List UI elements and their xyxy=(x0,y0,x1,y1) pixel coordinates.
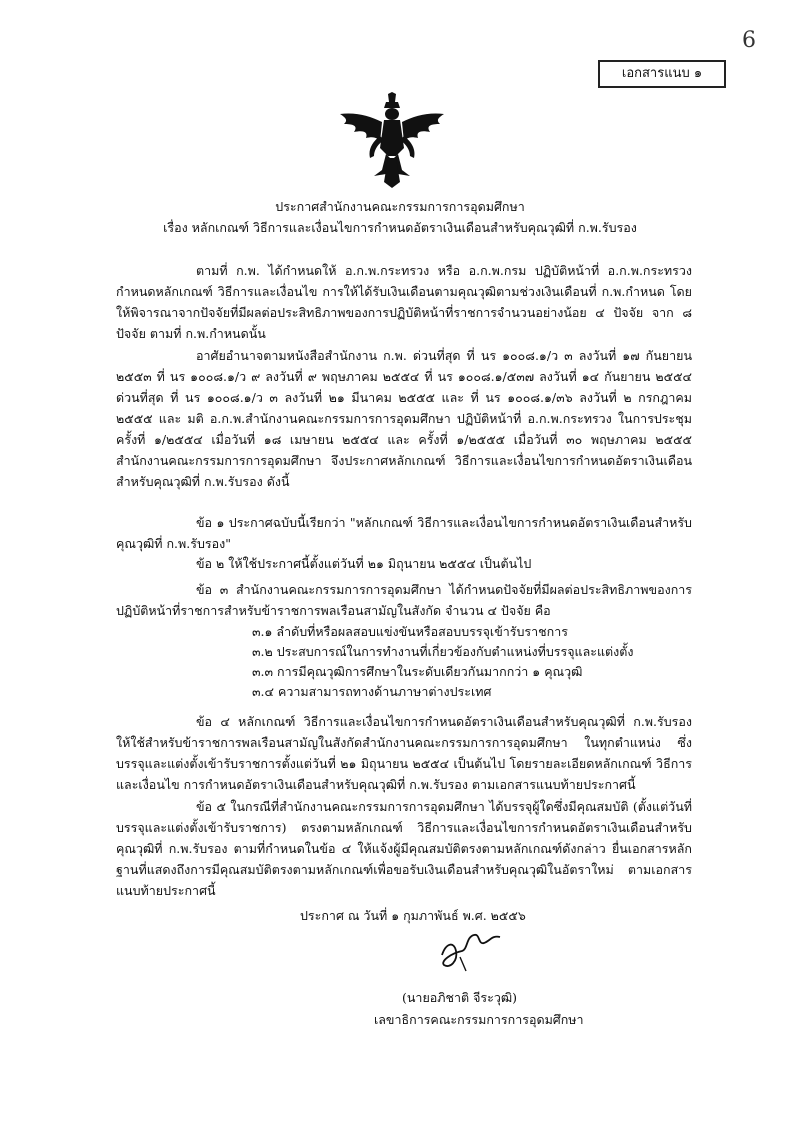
clause-1: ข้อ ๑ ประกาศฉบับนี้เรียกว่า "หลักเกณฑ์ วิธีการและเงื่อนไขการกำหนดอัตราเงินเดือนสำหรับคุณวุฒิที่ ก.พ.รับรอง" xyxy=(116,515,692,551)
handwritten-signature xyxy=(432,925,512,975)
signer-position: เลขาธิการคณะกรรมการการอุดมศึกษา xyxy=(374,1012,584,1027)
factor-item: ๓.๑ ลำดับที่หรือผลสอบแข่งขันหรือสอบบรรจุเข้ารับราชการ xyxy=(252,624,568,639)
factor-item: ๓.๓ การมีคุณวุฒิการศึกษาในระดับเดียวกันมากกว่า ๑ คุณวุฒิ xyxy=(252,664,583,679)
clause-5: ข้อ ๕ ในกรณีที่สำนักงานคณะกรรมการการอุดมศึกษา ได้บรรจุผู้ใดซึ่งมีคุณสมบัติ (ตั้งแต่วันที่บรรจุและแต่งตั้งเข้ารับราชการ) ตรงตามหลักเกณฑ์ วิธีการและเงื่อนไขการกำหนดอัตราเงินเดือนสำหรับคุณวุฒิที่ ก.พ.รับรอง ตามที่กำหนดในข้อ ๔ ให้แจ้งผู้มีคุณสมบัติตรงตามหลักเกณฑ์ดังกล่าว ยื่นเอกสารหลักฐานที่แสดงถึงการมีคุณสมบัติตรงตามหลักเกณฑ์เพื่อขอรับเงินเดือนสำหรับคุณวุฒิในอัตราใหม่ ตามเอกสารแนบท้ายประกาศนี้ xyxy=(116,799,692,898)
document-issuer: ประกาศสำนักงานคณะกรรมการการอุดมศึกษา xyxy=(275,199,525,214)
clause-2: ข้อ ๒ ให้ใช้ประกาศนี้ตั้งแต่วันที่ ๒๑ มิถุนายน ๒๕๕๔ เป็นต้นไป xyxy=(196,556,532,571)
paragraph-intro: ตามที่ ก.พ. ได้กำหนดให้ อ.ก.พ.กระทรวง หรือ อ.ก.พ.กรม ปฏิบัติหน้าที่ อ.ก.พ.กระทรวง กำหนดหลักเกณฑ์ วิธีการและเงื่อนไข การให้ได้รับเงินเดือนตามคุณวุฒิตามช่วงเงินเดือนที่ ก.พ.กำหนด โดยให้พิจารณาจากปัจจัยที่มีผลต่อประสิทธิภาพของการปฏิบัติหน้าที่ราชการจำนวนอย่างน้อย ๔ ปัจจัย จาก ๘ ปัจจัย ตามที่ ก.พ.กำหนดนั้น xyxy=(116,263,692,341)
announcement-date: ประกาศ ณ วันที่ ๑ กุมภาพันธ์ พ.ศ. ๒๕๕๖ xyxy=(300,908,526,923)
attachment-label: เอกสารแนบ ๑ xyxy=(598,60,726,88)
page-number: 6 xyxy=(742,28,756,53)
factor-item: ๓.๔ ความสามารถทางด้านภาษาต่างประเทศ xyxy=(252,684,492,699)
clause-4: ข้อ ๔ หลักเกณฑ์ วิธีการและเงื่อนไขการกำหนดอัตราเงินเดือนสำหรับคุณวุฒิที่ ก.พ.รับรอง ให้ใช้สำหรับข้าราชการพลเรือนสามัญในสังกัดสำนักงานคณะกรรมการการอุดมศึกษา ในทุกตำแหน่ง ซึ่งบรรจุและแต่งตั้งเข้ารับราชการตั้งแต่วันที่ ๒๑ มิถุนายน ๒๕๕๔ เป็นต้นไป โดยรายละเอียดหลักเกณฑ์ วิธีการและเงื่อนไข การกำหนดอัตราเงินเดือนสำหรับคุณวุฒิที่ ก.พ.รับรอง ตามเอกสารแนบท้ายประกาศนี้ xyxy=(116,714,692,792)
signer-name: (นายอภิชาติ จีระวุฒิ) xyxy=(402,990,518,1005)
garuda-emblem-icon xyxy=(334,92,450,188)
paragraph-authority: อาศัยอำนาจตามหนังสือสำนักงาน ก.พ. ด่วนที่สุด ที่ นร ๑๐๐๘.๑/ว ๓ ลงวันที่ ๑๗ กันยายน ๒๕๕๓ ที่ นร ๑๐๐๘.๑/ว ๙ ลงวันที่ ๙ พฤษภาคม ๒๕๕๔ ที่ นร ๑๐๐๘.๑/๕๓๗ ลงวันที่ ๑๔ กันยายน ๒๕๕๔ ด่วนที่สุด ที่ นร ๑๐๐๘.๑/ว ๓ ลงวันที่ ๒๑ มีนาคม ๒๕๕๕ และ ที่ นร ๑๐๐๘.๑/๓๖ ลงวันที่ ๒ กรกฎาคม ๒๕๕๕ และ มติ อ.ก.พ.สำนักงานคณะกรรมการการอุดมศึกษา ปฏิบัติหน้าที่ อ.ก.พ.กระทรวง ในการประชุมครั้งที่ ๑/๒๕๕๔ เมื่อวันที่ ๑๘ เมษายน ๒๕๕๔ และ ครั้งที่ ๑/๒๕๕๕ เมื่อวันที่ ๓๐ พฤษภาคม ๒๕๕๕ สำนักงานคณะกรรมการการอุดมศึกษา จึงประกาศหลักเกณฑ์ วิธีการและเงื่อนไขการกำหนดอัตราเงินเดือนสำหรับคุณวุฒิที่ ก.พ.รับรอง ดังนี้ xyxy=(116,348,692,489)
factor-item: ๓.๒ ประสบการณ์ในการทำงานที่เกี่ยวข้องกับตำแหน่งที่บรรจุและแต่งตั้ง xyxy=(252,644,634,659)
clause-3: ข้อ ๓ สำนักงานคณะกรรมการการอุดมศึกษา ได้กำหนดปัจจัยที่มีผลต่อประสิทธิภาพของการปฏิบัติหน้าที่ราชการสำหรับข้าราชการพลเรือนสามัญในสังกัด จำนวน ๔ ปัจจัย คือ xyxy=(116,582,692,618)
document-subject: เรื่อง หลักเกณฑ์ วิธีการและเงื่อนไขการกำหนดอัตราเงินเดือนสำหรับคุณวุฒิที่ ก.พ.รับรอง xyxy=(163,220,637,235)
